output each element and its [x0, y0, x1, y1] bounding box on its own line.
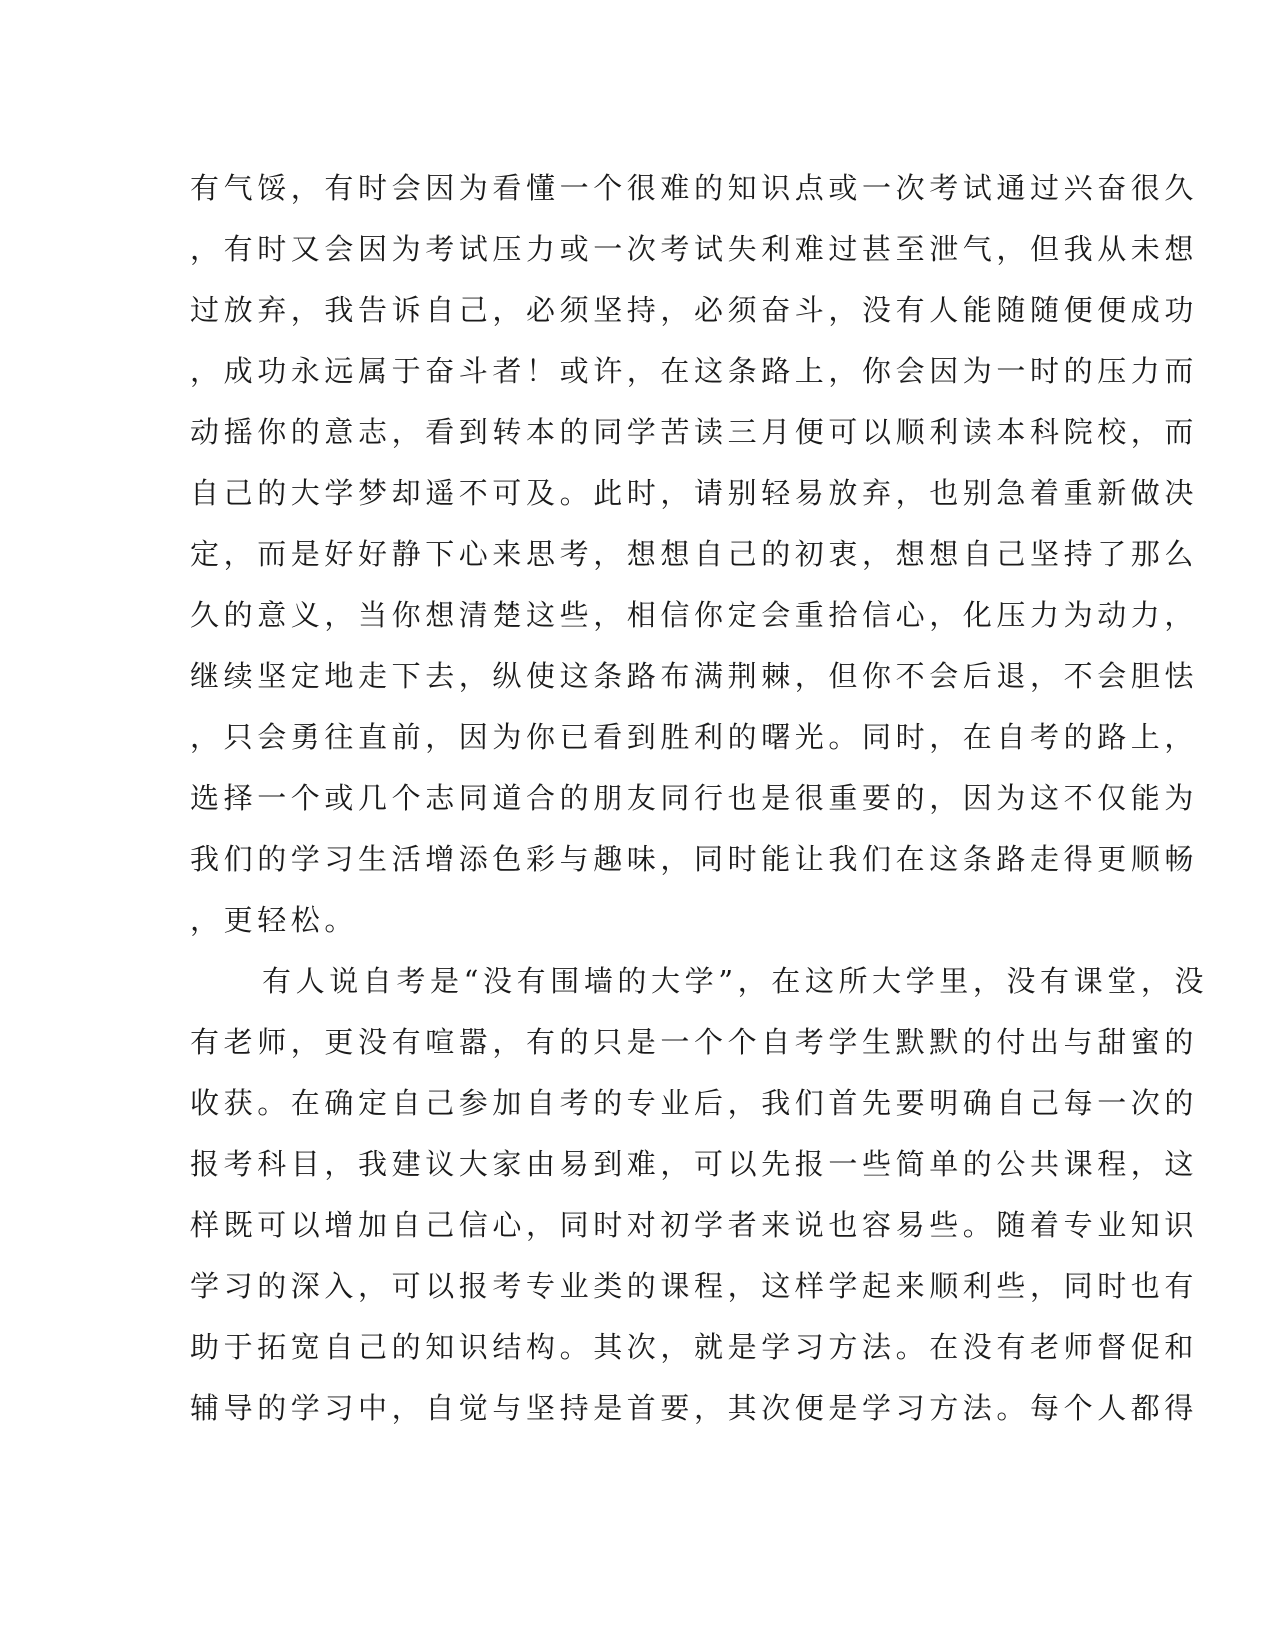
text-line: 动摇你的意志，看到转本的同学苦读三月便可以顺利读本科院校，而	[190, 415, 1199, 449]
text-line: 继续坚定地走下去，纵使这条路布满荆棘，但你不会后退，不会胆怯	[190, 659, 1199, 693]
text-line: 我们的学习生活增添色彩与趣味，同时能让我们在这条路走得更顺畅	[190, 842, 1199, 876]
text-line: 辅导的学习中，自觉与坚持是首要，其次便是学习方法。每个人都得	[190, 1391, 1199, 1425]
paragraph-1	[190, 158, 1199, 951]
body-text	[190, 158, 1209, 1439]
text-line: 自己的大学梦却遥不可及。此时，请别轻易放弃，也别急着重新做决	[190, 476, 1199, 510]
text-line: 样既可以增加自己信心，同时对初学者来说也容易些。随着专业知识	[190, 1208, 1199, 1242]
text-line: 过放弃，我告诉自己，必须坚持，必须奋斗，没有人能随随便便成功	[190, 293, 1199, 327]
text-line: 学习的深入，可以报考专业类的课程，这样学起来顺利些，同时也有	[190, 1269, 1199, 1303]
text-line: ，成功永远属于奋斗者！或许，在这条路上，你会因为一时的压力而	[190, 354, 1199, 388]
text-line: 收获。在确定自己参加自考的专业后，我们首先要明确自己每一次的	[190, 1086, 1199, 1120]
text-line: ，有时又会因为考试压力或一次考试失利难过甚至泄气，但我从未想	[190, 232, 1199, 266]
text-line: 报考科目，我建议大家由易到难，可以先报一些简单的公共课程，这	[190, 1147, 1199, 1181]
paragraph-2	[190, 951, 1209, 1439]
text-line: 定，而是好好静下心来思考，想想自己的初衷，想想自己坚持了那么	[190, 537, 1199, 571]
text-line: 助于拓宽自己的知识结构。其次，就是学习方法。在没有老师督促和	[190, 1330, 1199, 1364]
text-line: ，只会勇往直前，因为你已看到胜利的曙光。同时，在自考的路上，	[190, 720, 1199, 754]
text-line: 久的意义，当你想清楚这些，相信你定会重拾信心，化压力为动力，	[190, 598, 1199, 632]
text-line: ，更轻松。	[190, 903, 359, 937]
text-line-indented: 有人说自考是“没有围墙的大学”，在这所大学里，没有课堂，没	[262, 964, 1209, 998]
text-line: 有气馁，有时会因为看懂一个很难的知识点或一次考试通过兴奋很久	[190, 171, 1199, 205]
text-line: 有老师，更没有喧嚣，有的只是一个个自考学生默默的付出与甜蜜的	[190, 1025, 1199, 1059]
text-line: 选择一个或几个志同道合的朋友同行也是很重要的，因为这不仅能为	[190, 781, 1199, 815]
